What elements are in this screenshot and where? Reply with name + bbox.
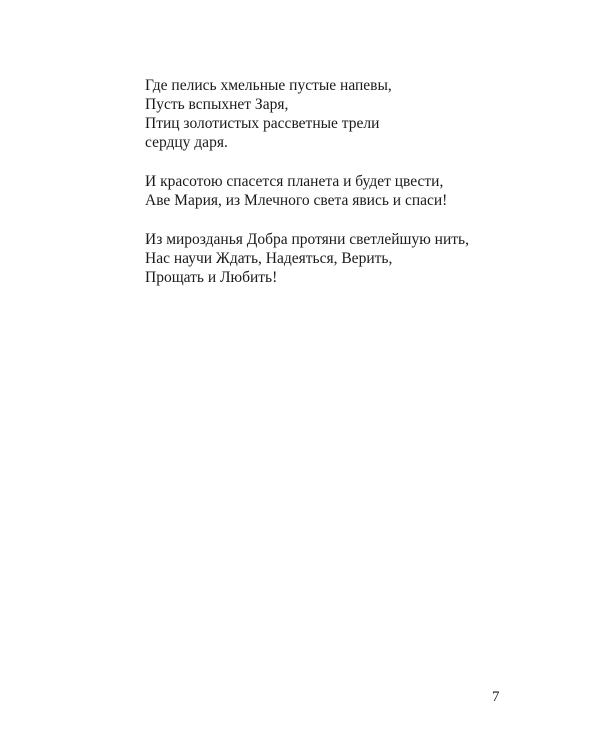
poem-line: Птиц золотистых рассветные трели	[145, 115, 380, 132]
poem-line: сердцу даря.	[145, 134, 228, 151]
poem-line: Аве Мария, из Млечного света явись и спаси!	[145, 192, 448, 209]
poem-body	[145, 76, 565, 307]
page-number: 7	[492, 689, 500, 705]
poem-line: И красотою спасется планета и будет цвести,	[145, 173, 444, 190]
poem-line: Нас научи Ждать, Надеяться, Верить,	[145, 250, 393, 267]
stanza-1	[145, 76, 565, 152]
stanza-3	[145, 230, 565, 287]
poem-line: Где пелись хмельные пустые напевы,	[145, 77, 392, 94]
poem-line: Прощать и Любить!	[145, 269, 278, 286]
poem-line: Пусть вспыхнет Заря,	[145, 96, 289, 113]
poem-line: Из мирозданья Добра протяни светлейшую нить,	[145, 231, 469, 248]
stanza-2	[145, 172, 565, 210]
